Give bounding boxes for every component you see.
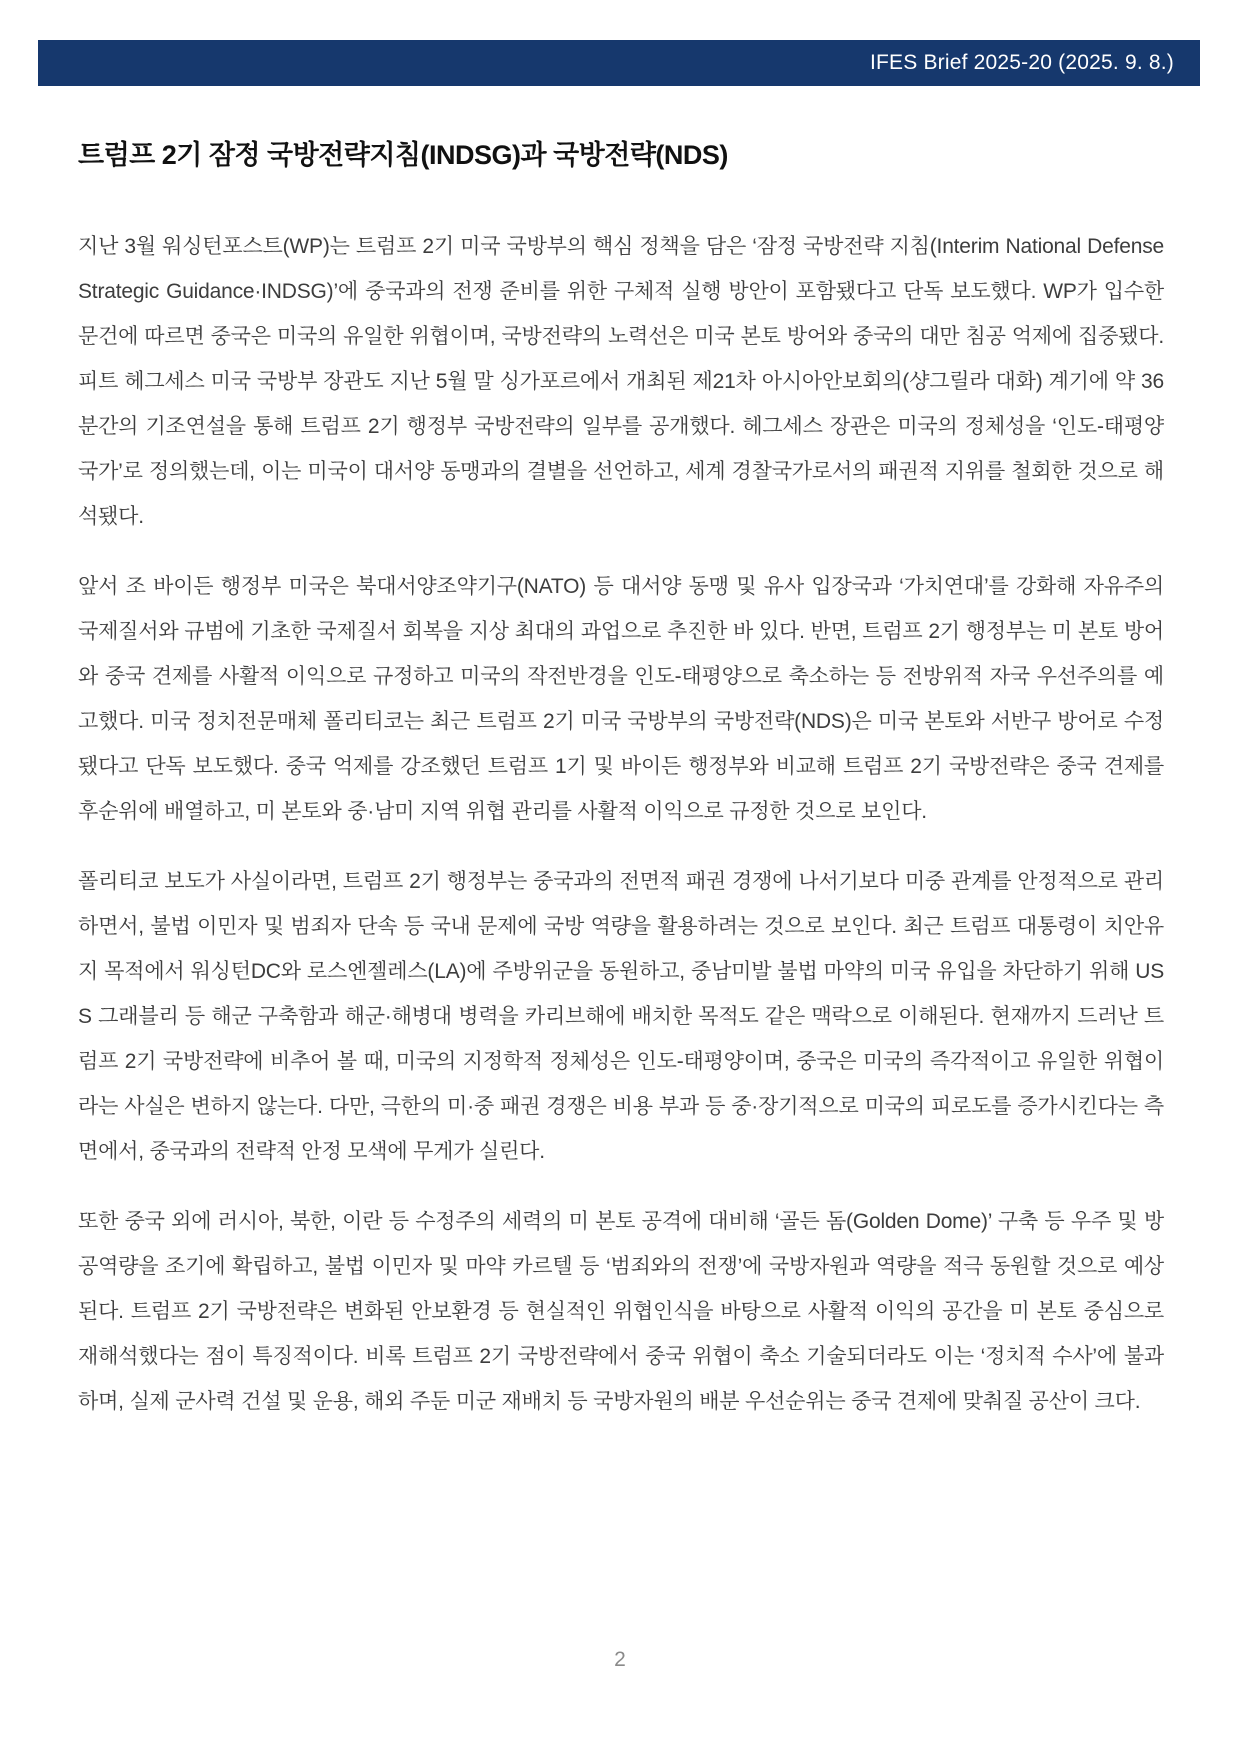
body-text [78,224,1164,1424]
body-paragraph-3: 폴리티코 보도가 사실이라면, 트럼프 2기 행정부는 중국과의 전면적 패권 경쟁에 나서기보다 미중 관계를 안정적으로 관리하면서, 불법 이민자 및 범죄자 단속 등 국내 문제에 국방 역량을 활용하려는 것으로 보인다. 최근 트럼프 대통령이 치안유지 목적에서 워싱턴DC와 로스엔젤레스(LA)에 주방위군을 동원하고, 중남미발 불법 마약의 미국 유입을 차단하기 위해 USS 그래블리 등 해군 구축함과 해군·해병대 병력을 카리브해에 배치한 목적도 같은 맥락으로 이해된다. 현재까지 드러난 트럼프 2기 국방전략에 비추어 볼 때, 미국의 지정학적 정체성은 인도-태평양이며, 중국은 미국의 즉각적이고 유일한 위협이라는 사실은 변하지 않는다. 다만, 극한의 미·중 패권 경쟁은 비용 부과 등 중·장기적으로 미국의 피로도를 증가시킨다는 측면에서, 중국과의 전략적 안정 모색에 무게가 실린다. [78,870,1164,1163]
header-bar [38,40,1200,86]
page-number: 2 [614,1648,626,1671]
brief-issue-label: IFES Brief 2025-20 (2025. 9. 8.) [869,51,1174,74]
body-paragraph-1: 지난 3월 워싱턴포스트(WP)는 트럼프 2기 미국 국방부의 핵심 정책을 담은 ‘잠정 국방전략 지침(Interim National Defense Strategic Guidance·INDSG)’에 중국과의 전쟁 준비를 위한 구체적 실행 방안이 포함됐다고 단독 보도했다. WP가 입수한 문건에 따르면 중국은 미국의 유일한 위협이며, 국방전략의 노력선은 미국 본토 방어와 중국의 대만 침공 억제에 집중됐다. 피트 헤그세스 미국 국방부 장관도 지난 5월 말 싱가포르에서 개최된 제21차 아시아안보회의(샹그릴라 대화) 계기에 약 36분간의 기조연설을 통해 트럼프 2기 행정부 국방전략의 일부를 공개했다. 헤그세스 장관은 미국의 정체성을 ‘인도-태평양 국가’로 정의했는데, 이는 미국이 대서양 동맹과의 결별을 선언하고, 세계 경찰국가로서의 패권적 지위를 철회한 것으로 해석됐다. [78,235,1164,528]
page-footer [0,1648,1240,1672]
body-paragraph-4: 또한 중국 외에 러시아, 북한, 이란 등 수정주의 세력의 미 본토 공격에 대비해 ‘골든 돔(Golden Dome)’ 구축 등 우주 및 방공역량을 조기에 확립하고, 불법 이민자 및 마약 카르텔 등 ‘범죄와의 전쟁’에 국방자원과 역량을 적극 동원할 것으로 예상된다. 트럼프 2기 국방전략은 변화된 안보환경 등 현실적인 위협인식을 바탕으로 사활적 이익의 공간을 미 본토 중심으로 재해석했다는 점이 특징적이다. 비록 트럼프 2기 국방전략에서 중국 위협이 축소 기술되더라도 이는 ‘정치적 수사’에 불과하며, 실제 군사력 건설 및 운용, 해외 주둔 미군 재배치 등 국방자원의 배분 우선순위는 중국 견제에 맞춰질 공산이 크다. [78,1210,1164,1413]
body-paragraph-2: 앞서 조 바이든 행정부 미국은 북대서양조약기구(NATO) 등 대서양 동맹 및 유사 입장국과 ‘가치연대’를 강화해 자유주의 국제질서와 규범에 기초한 국제질서 회복을 지상 최대의 과업으로 추진한 바 있다. 반면, 트럼프 2기 행정부는 미 본토 방어와 중국 견제를 사활적 이익으로 규정하고 미국의 작전반경을 인도-태평양으로 축소하는 등 전방위적 자국 우선주의를 예고했다. 미국 정치전문매체 폴리티코는 최근 트럼프 2기 미국 국방부의 국방전략(NDS)은 미국 본토와 서반구 방어로 수정됐다고 단독 보도했다. 중국 억제를 강조했던 트럼프 1기 및 바이든 행정부와 비교해 트럼프 2기 국방전략은 중국 견제를 후순위에 배열하고, 미 본토와 중·남미 지역 위협 관리를 사활적 이익으로 규정한 것으로 보인다. [78,575,1164,823]
page-title: 트럼프 2기 잠정 국방전략지침(INDSG)과 국방전략(NDS) [78,140,728,170]
